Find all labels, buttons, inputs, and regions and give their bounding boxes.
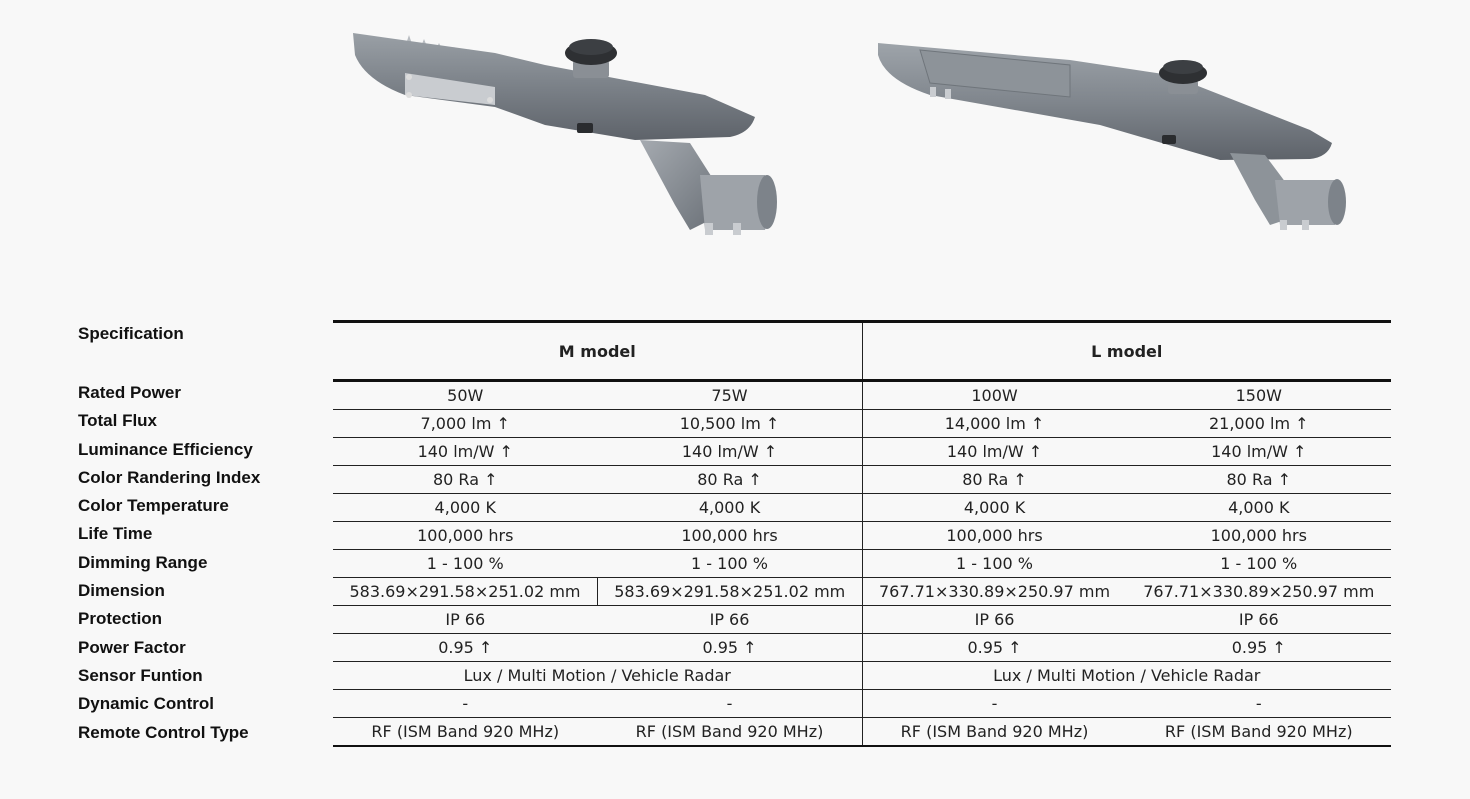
cell: 100,000 hrs — [1127, 522, 1392, 550]
cell: 100,000 hrs — [862, 522, 1127, 550]
label-dimension: Dimension — [78, 581, 165, 600]
cell: 140 lm/W ↑ — [333, 438, 598, 466]
cell: - — [1127, 690, 1392, 718]
cell: 0.95 ↑ — [1127, 634, 1392, 662]
table-row — [333, 466, 1391, 494]
cell: 0.95 ↑ — [598, 634, 863, 662]
cell: 150W — [1127, 381, 1392, 410]
cell: 1 - 100 % — [333, 550, 598, 578]
table-row — [333, 662, 1391, 690]
cell: RF (ISM Band 920 MHz) — [862, 718, 1127, 747]
cell: 1 - 100 % — [862, 550, 1127, 578]
cell: 4,000 K — [598, 494, 863, 522]
m-model-streetlight-image — [345, 25, 785, 240]
cell: 583.69×291.58×251.02 mm — [333, 578, 598, 606]
cell: 1 - 100 % — [1127, 550, 1392, 578]
table-row — [333, 606, 1391, 634]
cell: 21,000 lm ↑ — [1127, 410, 1392, 438]
label-dynamic-control: Dynamic Control — [78, 694, 215, 713]
label-protection: Protection — [78, 609, 163, 628]
label-rated-power: Rated Power — [78, 383, 181, 402]
cell: 80 Ra ↑ — [1127, 466, 1392, 494]
cell: 100,000 hrs — [598, 522, 863, 550]
cell: Lux / Multi Motion / Vehicle Radar — [862, 662, 1391, 690]
cell: 767.71×330.89×250.97 mm — [862, 578, 1127, 606]
table-row — [333, 634, 1391, 662]
cell: 4,000 K — [862, 494, 1127, 522]
label-dimming-range: Dimming Range — [78, 553, 208, 572]
cell: - — [333, 690, 598, 718]
cell: Lux / Multi Motion / Vehicle Radar — [333, 662, 862, 690]
cell: - — [598, 690, 863, 718]
cell: RF (ISM Band 920 MHz) — [598, 718, 863, 747]
l-model-header: L model — [862, 322, 1391, 381]
cell: 0.95 ↑ — [333, 634, 598, 662]
table-row — [333, 718, 1391, 747]
label-power-factor: Power Factor — [78, 638, 186, 657]
cell: 80 Ra ↑ — [862, 466, 1127, 494]
table-row — [333, 438, 1391, 466]
cell: RF (ISM Band 920 MHz) — [1127, 718, 1392, 747]
cell: 100W — [862, 381, 1127, 410]
cell: RF (ISM Band 920 MHz) — [333, 718, 598, 747]
cell: 100,000 hrs — [333, 522, 598, 550]
table-row — [333, 550, 1391, 578]
spec-title: Specification — [78, 324, 184, 343]
cell: 767.71×330.89×250.97 mm — [1127, 578, 1392, 606]
cell: - — [862, 690, 1127, 718]
cell: 4,000 K — [333, 494, 598, 522]
label-total-flux: Total Flux — [78, 411, 158, 430]
label-color-temperature: Color Temperature — [78, 496, 229, 515]
cell: 80 Ra ↑ — [598, 466, 863, 494]
cell: 80 Ra ↑ — [333, 466, 598, 494]
label-color-rendering-index: Color Randering Index — [78, 468, 261, 487]
cell: 0.95 ↑ — [862, 634, 1127, 662]
cell: IP 66 — [333, 606, 598, 634]
m-model-header: M model — [333, 322, 862, 381]
label-life-time: Life Time — [78, 524, 153, 543]
l-model-streetlight-image — [870, 35, 1350, 235]
cell: 14,000 lm ↑ — [862, 410, 1127, 438]
table-row — [333, 690, 1391, 718]
label-remote-control-type: Remote Control Type — [78, 723, 249, 742]
cell: 140 lm/W ↑ — [862, 438, 1127, 466]
label-sensor-function: Sensor Funtion — [78, 666, 203, 685]
cell: 10,500 lm ↑ — [598, 410, 863, 438]
cell: 140 lm/W ↑ — [598, 438, 863, 466]
table-row — [333, 578, 1391, 606]
cell: 1 - 100 % — [598, 550, 863, 578]
cell: 75W — [598, 381, 863, 410]
cell: IP 66 — [862, 606, 1127, 634]
cell: IP 66 — [598, 606, 863, 634]
label-luminance-efficiency: Luminance Efficiency — [78, 440, 253, 459]
table-row — [333, 381, 1391, 410]
table-row — [333, 410, 1391, 438]
cell: 583.69×291.58×251.02 mm — [598, 578, 863, 606]
spec-table — [333, 320, 1391, 747]
cell: 7,000 lm ↑ — [333, 410, 598, 438]
table-row — [333, 522, 1391, 550]
cell: 50W — [333, 381, 598, 410]
table-row — [333, 494, 1391, 522]
model-header-row — [333, 322, 1391, 381]
cell: IP 66 — [1127, 606, 1392, 634]
cell: 140 lm/W ↑ — [1127, 438, 1392, 466]
cell: 4,000 K — [1127, 494, 1392, 522]
